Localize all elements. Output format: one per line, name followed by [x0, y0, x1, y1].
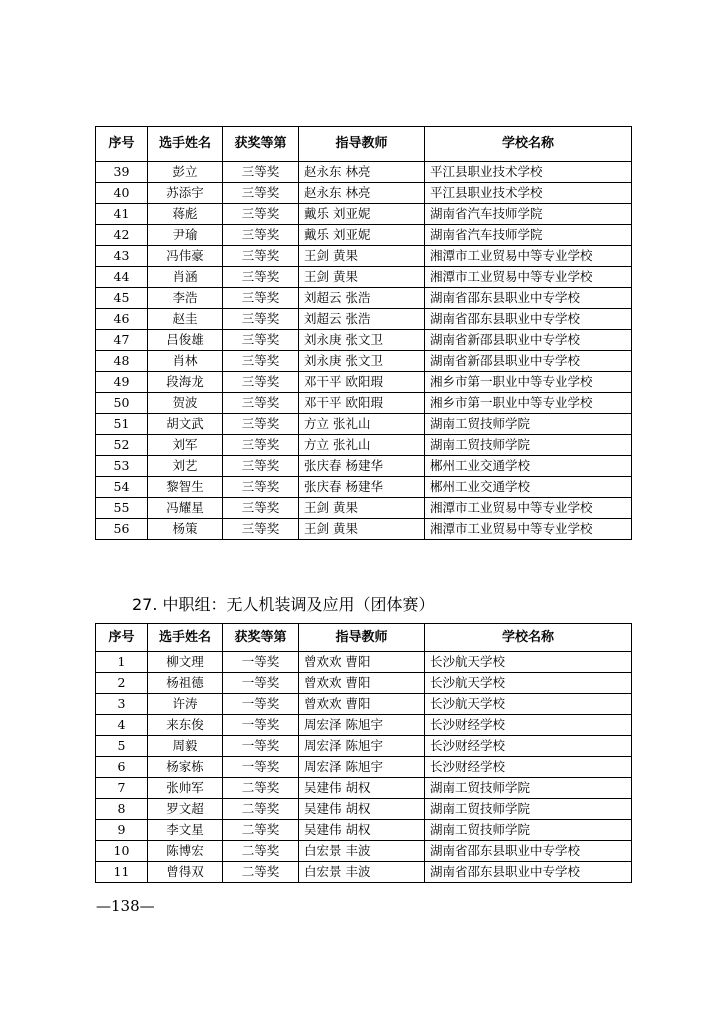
cell-instructor: 赵永东 林亮 [299, 162, 425, 183]
cell-award-level: 一等奖 [223, 694, 299, 715]
cell-school: 湘潭市工业贸易中等专业学校 [425, 246, 632, 267]
table-row [96, 694, 632, 715]
cell-number: 55 [96, 498, 148, 519]
cell-school: 湖南工贸技师学院 [425, 799, 632, 820]
cell-contestant: 冯伟豪 [148, 246, 223, 267]
cell-instructor: 赵永东 林亮 [299, 183, 425, 204]
table-row [96, 225, 632, 246]
cell-contestant: 罗文超 [148, 799, 223, 820]
cell-contestant: 段海龙 [148, 372, 223, 393]
cell-award-level: 三等奖 [223, 372, 299, 393]
table-row [96, 393, 632, 414]
table-row [96, 204, 632, 225]
cell-school: 湘乡市第一职业中等专业学校 [425, 372, 632, 393]
cell-contestant: 苏添宇 [148, 183, 223, 204]
cell-school: 长沙航天学校 [425, 694, 632, 715]
award-table-drone [95, 623, 632, 883]
cell-award-level: 三等奖 [223, 309, 299, 330]
table-row [96, 799, 632, 820]
cell-instructor: 王剑 黄果 [299, 498, 425, 519]
table-row [96, 414, 632, 435]
cell-number: 45 [96, 288, 148, 309]
cell-contestant: 吕俊雄 [148, 330, 223, 351]
cell-instructor: 戴乐 刘亚妮 [299, 204, 425, 225]
cell-contestant: 刘军 [148, 435, 223, 456]
table-row [96, 841, 632, 862]
table-row [96, 246, 632, 267]
header-instructor: 指导教师 [299, 127, 425, 162]
cell-school: 湖南省邵东县职业中专学校 [425, 309, 632, 330]
cell-instructor: 王剑 黄果 [299, 519, 425, 540]
cell-award-level: 一等奖 [223, 715, 299, 736]
cell-number: 47 [96, 330, 148, 351]
table-row [96, 477, 632, 498]
cell-contestant: 曾得双 [148, 862, 223, 883]
cell-contestant: 肖涵 [148, 267, 223, 288]
cell-school: 湖南省邵东县职业中专学校 [425, 288, 632, 309]
cell-award-level: 三等奖 [223, 246, 299, 267]
cell-school: 湘乡市第一职业中等专业学校 [425, 393, 632, 414]
cell-number: 4 [96, 715, 148, 736]
cell-award-level: 二等奖 [223, 778, 299, 799]
cell-contestant: 李浩 [148, 288, 223, 309]
cell-award-level: 三等奖 [223, 393, 299, 414]
cell-award-level: 一等奖 [223, 757, 299, 778]
table-row [96, 820, 632, 841]
cell-number: 6 [96, 757, 148, 778]
cell-award-level: 二等奖 [223, 862, 299, 883]
cell-award-level: 三等奖 [223, 288, 299, 309]
cell-number: 51 [96, 414, 148, 435]
cell-contestant: 李文星 [148, 820, 223, 841]
cell-number: 40 [96, 183, 148, 204]
header-contestant: 选手姓名 [148, 127, 223, 162]
cell-award-level: 三等奖 [223, 267, 299, 288]
cell-instructor: 周宏泽 陈旭宇 [299, 715, 425, 736]
table-row [96, 498, 632, 519]
cell-school: 湖南省邵东县职业中专学校 [425, 841, 632, 862]
cell-school: 平江县职业技术学校 [425, 162, 632, 183]
table-row [96, 372, 632, 393]
cell-number: 41 [96, 204, 148, 225]
cell-school: 湖南省汽车技师学院 [425, 225, 632, 246]
cell-school: 湘潭市工业贸易中等专业学校 [425, 519, 632, 540]
table-header-row [96, 127, 632, 162]
cell-contestant: 柳文理 [148, 652, 223, 673]
cell-school: 湖南省新邵县职业中专学校 [425, 330, 632, 351]
cell-number: 8 [96, 799, 148, 820]
header-number: 序号 [96, 127, 148, 162]
cell-instructor: 白宏景 丰波 [299, 862, 425, 883]
cell-contestant: 张帅军 [148, 778, 223, 799]
cell-school: 长沙航天学校 [425, 652, 632, 673]
cell-number: 9 [96, 820, 148, 841]
table-row [96, 736, 632, 757]
cell-number: 11 [96, 862, 148, 883]
cell-number: 39 [96, 162, 148, 183]
cell-instructor: 刘永庚 张文卫 [299, 351, 425, 372]
cell-number: 56 [96, 519, 148, 540]
cell-instructor: 张庆春 杨建华 [299, 456, 425, 477]
header-school: 学校名称 [425, 624, 632, 652]
cell-award-level: 一等奖 [223, 673, 299, 694]
table-row [96, 862, 632, 883]
cell-number: 5 [96, 736, 148, 757]
cell-number: 3 [96, 694, 148, 715]
cell-instructor: 戴乐 刘亚妮 [299, 225, 425, 246]
cell-contestant: 尹瑜 [148, 225, 223, 246]
cell-number: 49 [96, 372, 148, 393]
cell-number: 52 [96, 435, 148, 456]
table-row [96, 778, 632, 799]
award-table-continued [95, 126, 632, 540]
cell-contestant: 冯耀星 [148, 498, 223, 519]
cell-award-level: 三等奖 [223, 204, 299, 225]
cell-instructor: 周宏泽 陈旭宇 [299, 757, 425, 778]
cell-instructor: 方立 张礼山 [299, 414, 425, 435]
cell-number: 46 [96, 309, 148, 330]
cell-number: 44 [96, 267, 148, 288]
cell-instructor: 刘超云 张浩 [299, 288, 425, 309]
cell-contestant: 周毅 [148, 736, 223, 757]
table-row [96, 309, 632, 330]
cell-instructor: 曾欢欢 曹阳 [299, 652, 425, 673]
cell-award-level: 二等奖 [223, 799, 299, 820]
cell-contestant: 杨家栋 [148, 757, 223, 778]
cell-instructor: 吴建伟 胡权 [299, 778, 425, 799]
cell-instructor: 曾欢欢 曹阳 [299, 673, 425, 694]
cell-school: 长沙财经学校 [425, 736, 632, 757]
table-row [96, 652, 632, 673]
cell-school: 长沙财经学校 [425, 757, 632, 778]
header-contestant: 选手姓名 [148, 624, 223, 652]
cell-instructor: 刘超云 张浩 [299, 309, 425, 330]
cell-contestant: 许涛 [148, 694, 223, 715]
cell-school: 湖南工贸技师学院 [425, 414, 632, 435]
cell-instructor: 王剑 黄果 [299, 246, 425, 267]
cell-contestant: 黎智生 [148, 477, 223, 498]
cell-award-level: 三等奖 [223, 519, 299, 540]
cell-school: 湖南工贸技师学院 [425, 435, 632, 456]
cell-award-level: 一等奖 [223, 652, 299, 673]
cell-number: 48 [96, 351, 148, 372]
table-row [96, 288, 632, 309]
cell-number: 10 [96, 841, 148, 862]
table-row [96, 673, 632, 694]
table-row [96, 162, 632, 183]
table-row [96, 519, 632, 540]
header-award-level: 获奖等第 [223, 624, 299, 652]
header-school: 学校名称 [425, 127, 632, 162]
cell-instructor: 张庆春 杨建华 [299, 477, 425, 498]
cell-number: 7 [96, 778, 148, 799]
section-title: 27. 中职组：无人机装调及应用（团体赛） [132, 595, 435, 614]
cell-instructor: 王剑 黄果 [299, 267, 425, 288]
cell-contestant: 刘艺 [148, 456, 223, 477]
header-number: 序号 [96, 624, 148, 652]
cell-school: 湘潭市工业贸易中等专业学校 [425, 267, 632, 288]
cell-award-level: 三等奖 [223, 456, 299, 477]
cell-contestant: 肖林 [148, 351, 223, 372]
table-row [96, 715, 632, 736]
cell-contestant: 蒋彪 [148, 204, 223, 225]
table-row [96, 351, 632, 372]
cell-school: 湖南省新邵县职业中专学校 [425, 351, 632, 372]
cell-award-level: 三等奖 [223, 435, 299, 456]
cell-number: 50 [96, 393, 148, 414]
cell-award-level: 三等奖 [223, 183, 299, 204]
cell-award-level: 二等奖 [223, 841, 299, 862]
cell-instructor: 方立 张礼山 [299, 435, 425, 456]
cell-award-level: 三等奖 [223, 330, 299, 351]
cell-award-level: 二等奖 [223, 820, 299, 841]
cell-award-level: 三等奖 [223, 351, 299, 372]
cell-instructor: 白宏景 丰波 [299, 841, 425, 862]
cell-award-level: 三等奖 [223, 414, 299, 435]
cell-award-level: 三等奖 [223, 477, 299, 498]
cell-number: 2 [96, 673, 148, 694]
header-instructor: 指导教师 [299, 624, 425, 652]
cell-contestant: 陈博宏 [148, 841, 223, 862]
cell-number: 54 [96, 477, 148, 498]
cell-school: 郴州工业交通学校 [425, 477, 632, 498]
cell-instructor: 刘永庚 张文卫 [299, 330, 425, 351]
page-number: —138— [96, 897, 155, 915]
cell-contestant: 胡文武 [148, 414, 223, 435]
cell-school: 长沙财经学校 [425, 715, 632, 736]
cell-number: 42 [96, 225, 148, 246]
cell-instructor: 吴建伟 胡权 [299, 799, 425, 820]
cell-school: 湖南省汽车技师学院 [425, 204, 632, 225]
cell-award-level: 三等奖 [223, 225, 299, 246]
cell-school: 湖南工贸技师学院 [425, 778, 632, 799]
cell-instructor: 吴建伟 胡权 [299, 820, 425, 841]
cell-instructor: 曾欢欢 曹阳 [299, 694, 425, 715]
cell-school: 郴州工业交通学校 [425, 456, 632, 477]
header-award-level: 获奖等第 [223, 127, 299, 162]
cell-school: 湖南工贸技师学院 [425, 820, 632, 841]
cell-school: 平江县职业技术学校 [425, 183, 632, 204]
table-row [96, 456, 632, 477]
cell-contestant: 杨祖德 [148, 673, 223, 694]
table-row [96, 267, 632, 288]
cell-contestant: 来东俊 [148, 715, 223, 736]
cell-number: 53 [96, 456, 148, 477]
cell-school: 长沙航天学校 [425, 673, 632, 694]
cell-contestant: 彭立 [148, 162, 223, 183]
cell-school: 湖南省邵东县职业中专学校 [425, 862, 632, 883]
cell-number: 1 [96, 652, 148, 673]
table-row [96, 435, 632, 456]
cell-contestant: 杨策 [148, 519, 223, 540]
cell-instructor: 邓干平 欧阳瑕 [299, 393, 425, 414]
cell-award-level: 三等奖 [223, 162, 299, 183]
cell-award-level: 三等奖 [223, 498, 299, 519]
cell-instructor: 周宏泽 陈旭宇 [299, 736, 425, 757]
cell-instructor: 邓干平 欧阳瑕 [299, 372, 425, 393]
cell-award-level: 一等奖 [223, 736, 299, 757]
table-row [96, 183, 632, 204]
cell-contestant: 赵圭 [148, 309, 223, 330]
table-row [96, 330, 632, 351]
table-row [96, 757, 632, 778]
cell-school: 湘潭市工业贸易中等专业学校 [425, 498, 632, 519]
table-header-row [96, 624, 632, 652]
cell-contestant: 贺波 [148, 393, 223, 414]
cell-number: 43 [96, 246, 148, 267]
